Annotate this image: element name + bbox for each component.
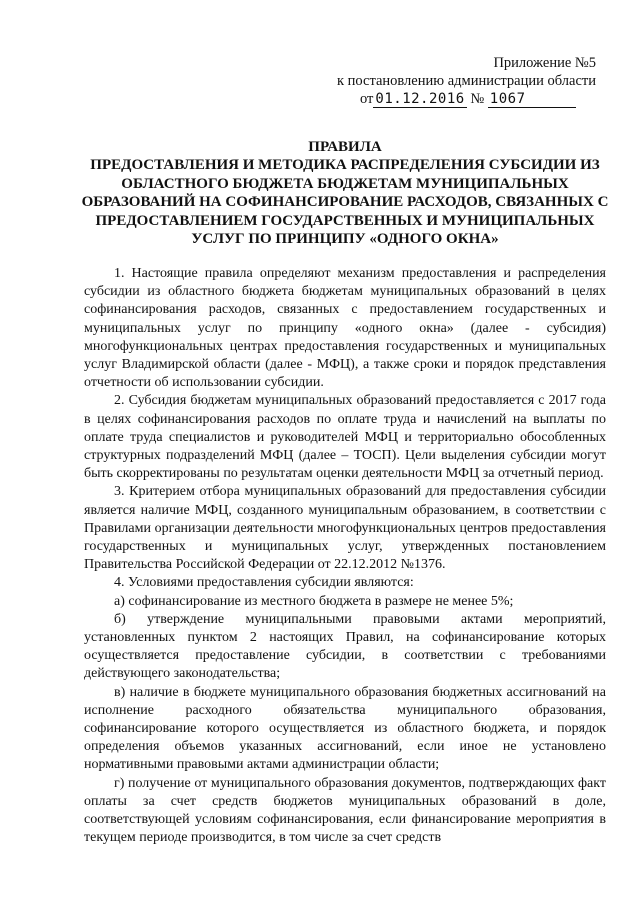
condition-a: а) софинансирование из местного бюджета в размере не менее 5%; xyxy=(114,593,514,609)
decree-number: 1067 xyxy=(488,91,576,108)
paragraph-1: 1. Настоящие правила определяют механизм предоставления и распределения субсидии из областного бюджета бюджетам муниципальных образований в целях софинансирования расходов, связанных с предоставлением государственных и муниципальных услуг по принципу «одного окна» (далее - субсидия) многофункциональных центрах предоставления государственных и муниципальных услуг Владимирской области (далее - МФЦ), а также сроки и порядок представления отчетности об использовании субсидии. xyxy=(84,266,606,391)
document-body xyxy=(84,265,606,848)
number-prefix: № xyxy=(470,91,485,107)
title-heading: ПРАВИЛА xyxy=(308,139,382,155)
title-subheading: ПРЕДОСТАВЛЕНИЯ И МЕТОДИКА РАСПРЕДЕЛЕНИЯ СУБСИДИИ ИЗ ОБЛАСТНОГО БЮДЖЕТА БЮДЖЕТАМ МУНИЦИПАЛЬНЫХ ОБРАЗОВАНИЙ НА СОФИНАНСИРОВАНИЕ РАСХОДОВ, СВЯЗАННЫХ С ПРЕДОСТАВЛЕНИЕМ ГОСУДАРСТВЕННЫХ И МУНИЦИПАЛЬНЫХ УСЛУГ ПО ПРИНЦИПУ «ОДНОГО ОКНА» xyxy=(81,157,609,248)
decree-date: 01.12.2016 xyxy=(375,91,465,107)
document-title xyxy=(80,138,610,248)
annex-header xyxy=(337,54,596,108)
annex-decree-reference: к постановлению администрации области xyxy=(336,73,596,89)
paragraph-4: 4. Условиями предоставления субсидии являются: xyxy=(114,575,414,591)
date-prefix: от xyxy=(360,91,374,107)
paragraph-3: 3. Критерием отбора муниципальных образований для предоставления субсидии является наличие МФЦ, созданного муниципальным образованием, в соответствии с Правилами организации деятельности многофункциональных центров предоставления государственных и муниципальных услуг, утвержденных постановлением Правительства Российской Федерации от 22.12.2012 №1376. xyxy=(84,484,606,573)
condition-v: в) наличие в бюджете муниципального образования бюджетных ассигнований на исполнение расходного обязательства муниципального образования, софинансирование которого осуществляется из областного бюджета, и порядок определения объемов указанных ассигнований, если иное не установлено нормативными правовыми актами администрации области; xyxy=(84,684,606,773)
annex-date-line xyxy=(337,90,596,108)
annex-label: Приложение №5 xyxy=(493,55,596,71)
condition-g: г) получение от муниципального образования документов, подтверждающих факт оплаты за счет средств бюджетов муниципальных образований в доле, соответствующей условиям софинансирования, если финансирование мероприятия в текущем периоде производится, в том числе за счет средств xyxy=(84,775,606,846)
paragraph-2: 2. Субсидия бюджетам муниципальных образований предоставляется с 2017 года в целях софинансирования расходов по оплате труда и начислений на выплаты по оплате труда специалистов и руководителей МФЦ и территориально обособленных структурных подразделений МФЦ (далее – ТОСП). Цели выделения субсидии могут быть скорректированы по результатам оценки деятельности МФЦ за отчетный период. xyxy=(84,393,606,482)
condition-b: б) утверждение муниципальными правовыми актами мероприятий, установленных пунктом 2 настоящих Правил, на софинансирование которых осуществляется предоставление субсидии, в соответствии с требованиями действующего законодательства; xyxy=(84,611,606,682)
